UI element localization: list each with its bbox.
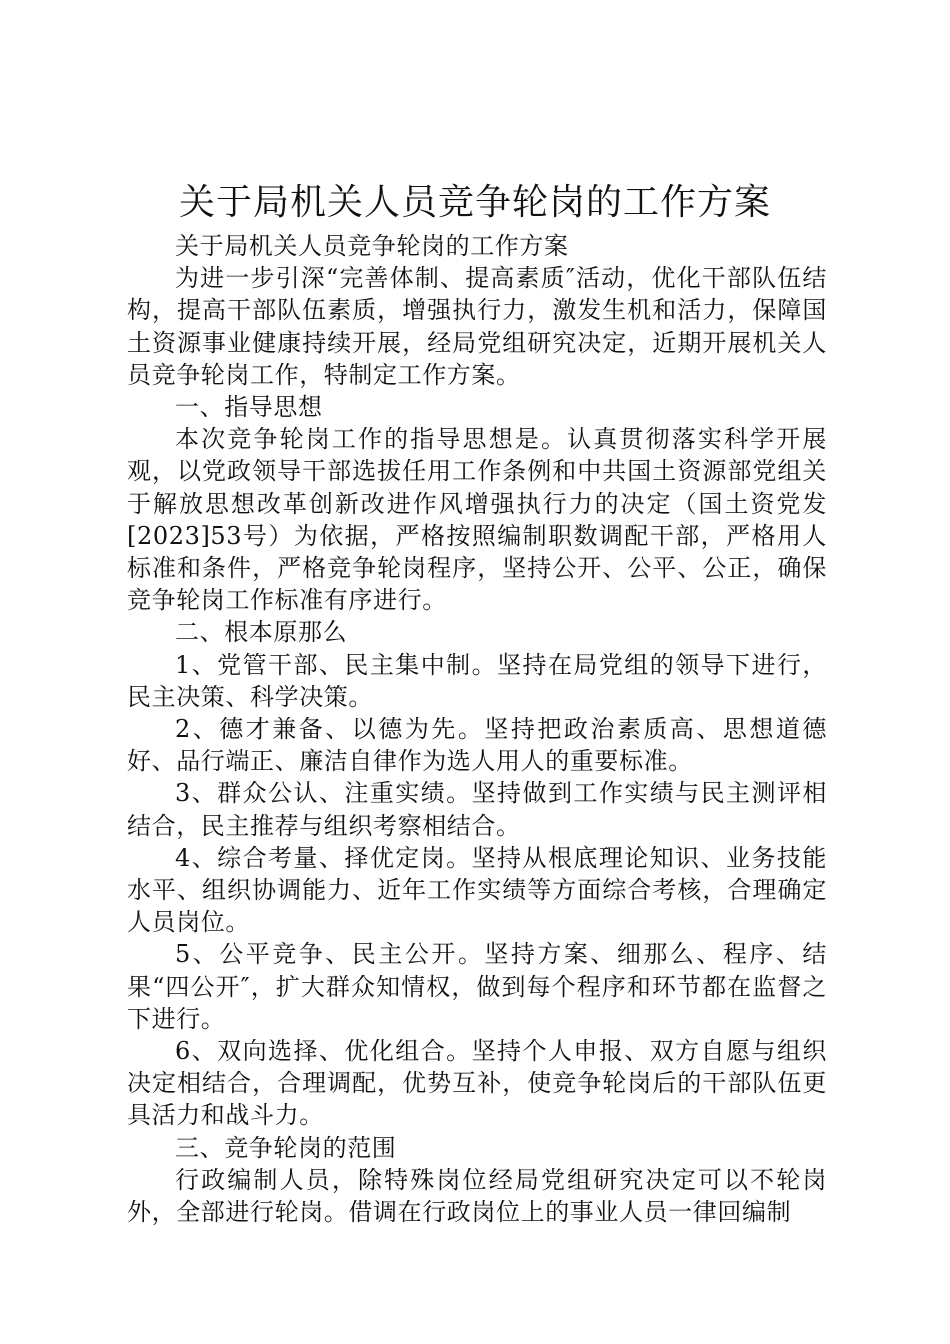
paragraph-guiding-thought: 本次竞争轮岗工作的指导思想是。认真贯彻落实科学开展观，以党政领导干部选拔任用工作条例和中共国土资源部党组关于解放思想改革创新改进作风增强执行力的决定（国土资党发[2023]53号）为依据，严格按照编制职数调配干部，严格用人标准和条件，严格竞争轮岗程序，坚持公开、公平、公正，确保竞争轮岗工作标准有序进行。 [127,425,827,615]
principle-item-6: 6、双向选择、优化组合。坚持个人申报、双方自愿与组织决定相结合，合理调配，优势互补，使竞争轮岗后的干部队伍更具活力和战斗力。 [127,1037,827,1130]
paragraph-subtitle: 关于局机关人员竞争轮岗的工作方案 [175,232,569,260]
section-heading-3: 三、竞争轮岗的范围 [175,1133,397,1162]
principle-item-1: 1、党管干部、民主集中制。坚持在局党组的领导下进行，民主决策、科学决策。 [127,650,827,711]
section-heading-2: 二、根本原那么 [175,618,348,647]
document-title: 关于局机关人员竞争轮岗的工作方案 [178,182,771,223]
paragraph-intro: 为进一步引深“完善体制、提高素质″活动，优化干部队伍结构，提高干部队伍素质，增强执行力，激发生机和活力，保障国土资源事业健康持续开展，经局党组研究决定，近期开展机关人员竞争轮岗工作，特制定工作方案。 [127,264,827,389]
paragraph-scope: 行政编制人员，除特殊岗位经局党组研究决定可以不轮岗外，全部进行轮岗。借调在行政岗位上的事业人员一律回编制 [127,1165,827,1227]
section-heading-1: 一、指导思想 [175,393,323,422]
principle-item-2: 2、德才兼备、以德为先。坚持把政治素质高、思想道德好、品行端正、廉洁自律作为选人用人的重要标准。 [127,715,827,776]
principle-item-5: 5、公平竞争、民主公开。坚持方案、细那么、程序、结果“四公开″，扩大群众知情权，做到每个程序和环节都在监督之下进行。 [127,940,827,1033]
document-body [127,230,827,1228]
principle-item-3: 3、群众公认、注重实绩。坚持做到工作实绩与民主测评相结合，民主推荐与组织考察相结合。 [127,779,827,840]
principle-item-4: 4、综合考量、择优定岗。坚持从根底理论知识、业务技能水平、组织协调能力、近年工作实绩等方面综合考核，合理确定人员岗位。 [127,843,827,937]
